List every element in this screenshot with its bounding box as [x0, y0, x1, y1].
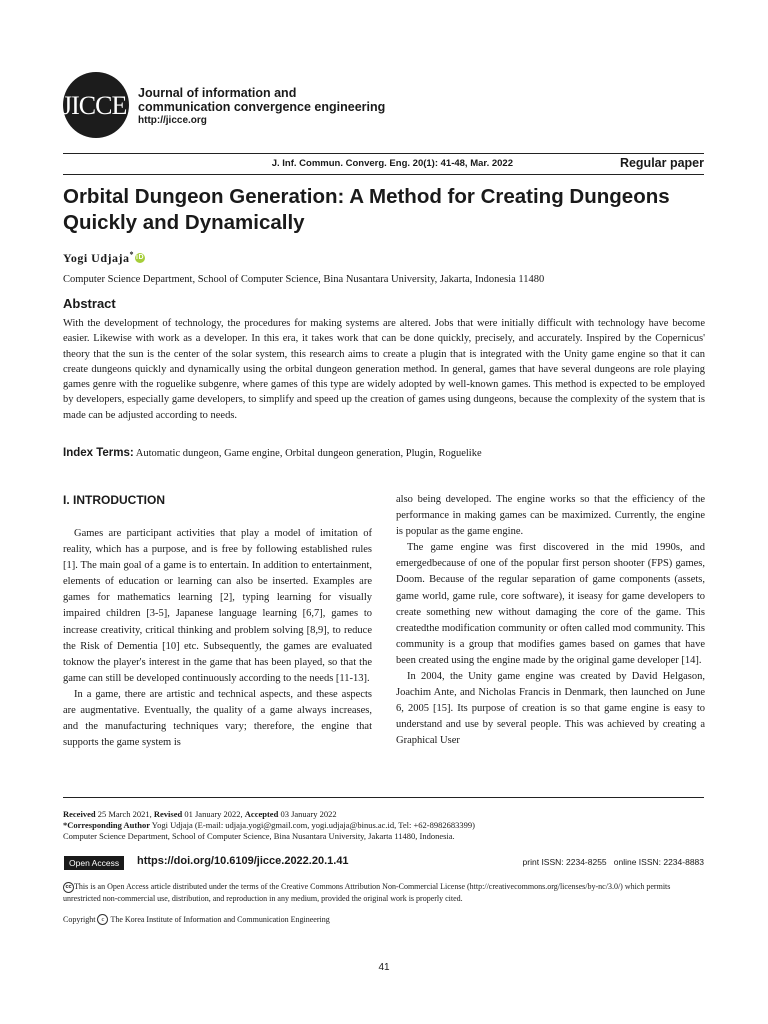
doi-link[interactable]: https://doi.org/10.6109/jicce.2022.20.1.41 [137, 855, 349, 867]
body-paragraph-continued: also being developed. The engine works so that the efficiency of the performance in making games can be maximized. Currently, the engine is popular as the game engine. [396, 494, 705, 538]
copyright-icon: c [97, 914, 108, 925]
copyright-line: Copyright c The Korea Institute of Information and Communication Engineering [63, 915, 330, 924]
body-column-right [396, 492, 705, 750]
journal-url[interactable]: http://jicce.org [138, 115, 207, 126]
index-terms-text: Automatic dungeon, Game engine, Orbital dungeon generation, Plugin, Roguelike [135, 448, 482, 459]
body-paragraph: In 2004, the Unity game engine was created by David Helgason, Joachim Ante, and Nicholas Francis in Denmark, then launched on June 6, 2005 [15]. Its purpose of creation is so that game engine is easy to understand and use by several people. This was achieved by creating a Graphical User [396, 671, 705, 747]
body-paragraph: Games are participant activities that play a model of imitation of reality, which has a purpose, and is free by following established rules [1]. The main goal of a game is to entertain. In addition to entertainment, elements of education or learning can also be inserted. Examples are games for mathematics learning [2], typing learning for visually impaired children [3-5], Japanese language learning [6,7], games to increase creativity, critical thinking and problem solving [8,9], to reduce the Risk of Dementia [10] etc. Subsequently, the games are evaluated toknow the player's interest in the game that has been played, so that the game can still be developed continuously according to the needs [11-13]. [63, 528, 372, 684]
corresponding-marker: * [129, 250, 135, 259]
paper-title: Orbital Dungeon Generation: A Method for Creating Dungeons Quickly and Dynamically [63, 185, 670, 234]
dates-line: Received 25 March 2021, Revised 01 January 2022, Accepted 03 January 2022 [63, 809, 337, 819]
journal-logo-text: JICCE [62, 91, 127, 120]
index-terms: Index Terms: Automatic dungeon, Game engine, Orbital dungeon generation, Plugin, Roguelike [63, 447, 482, 459]
body-paragraph: The game engine was first discovered in the mid 1990s, and emergedbecause of one of the popular first person shooter (FPS) games, Doom. Because of the regular separation of game components (assets, game world, game rule, core software), it iseasy for game developers to create something new without damaging the core of the game. This createdthe modification community or often called mod community. This community is a group that modifies games based on games that have been created using the engine made by the original game developer [14]. [396, 542, 705, 666]
issn-info: print ISSN: 2234-8255 online ISSN: 2234-8883 [522, 857, 704, 867]
abstract-text: With the development of technology, the procedures for making systems are altered. Jobs that were initially difficult with technology have become easier. Likewise with work as a developer. In this era, it takes work that can be done quickly, precisely, and accurately. Inspired by the Copernicus' theory that the sun is the center of the solar system, this research aims to create a plugin that is integrated with the Unity game engine so that it can create dungeons quickly and dynamically using the orbital dungeon generation method. In general, games that have several dungeons are role playing games genre with the roguelike subgenre, where games of this type are widely adopted by well-known games. This method is expected to be employed by developers, especially game developers, to simplify and speed up the creation of games using dungeons, because the complexity of the system that is made can be adjusted according to needs. [63, 318, 705, 421]
body-column-left [63, 526, 372, 751]
corresponding-author-affiliation: Computer Science Department, School of Computer Science, Bina Nusantara University, Jakarta 11480, Indonesia. [63, 831, 455, 841]
section-heading-introduction: I. INTRODUCTION [63, 493, 165, 507]
index-terms-label: Index Terms [63, 447, 130, 459]
body-paragraph: In a game, there are artistic and technical aspects, and these aspects are augmentative. Eventually, the quality of a game always increases, and the manufacturing techniques vary; therefore, the engine that supports the game system is [63, 688, 372, 749]
creative-commons-icon: cc [63, 882, 74, 893]
abstract-heading: Abstract [63, 296, 116, 311]
journal-name-line2: communication convergence engineering [138, 100, 386, 114]
license-text: cc This is an Open Access article distributed under the terms of the Creative Commons Attribution Non-Commercial License (http://creativecommons.org/licenses/by-nc/3.0/) which permits unrestricted non-commercial use, distribution, and reproduction in any medium, provided the original work is properly cited. [63, 882, 671, 903]
corresponding-author-line: *Corresponding Author Yogi Udjaja (E-mail: udjaja.yogi@gmail.com, yogi.udjaja@binus.ac.id, Tel: +62-8982683399) [63, 820, 475, 830]
citation-line: J. Inf. Commun. Converg. Eng. 20(1): 41-48, Mar. 2022 [271, 158, 513, 169]
title-rule [63, 174, 704, 175]
footnote-rule [63, 797, 704, 798]
author-line [63, 250, 145, 266]
paper-type: Regular paper [619, 156, 704, 170]
open-access-badge: Open Access [64, 856, 124, 870]
author-name: Yogi Udjaja [63, 251, 130, 265]
page-number: 41 [378, 962, 390, 973]
journal-name-line1: Journal of information and [138, 86, 297, 100]
header-rule [63, 153, 704, 154]
author-affiliation: Computer Science Department, School of Computer Science, Bina Nusantara University, Jakarta, Indonesia 11480 [63, 274, 545, 285]
article-history [63, 809, 705, 842]
orcid-icon[interactable]: iD [136, 254, 145, 261]
